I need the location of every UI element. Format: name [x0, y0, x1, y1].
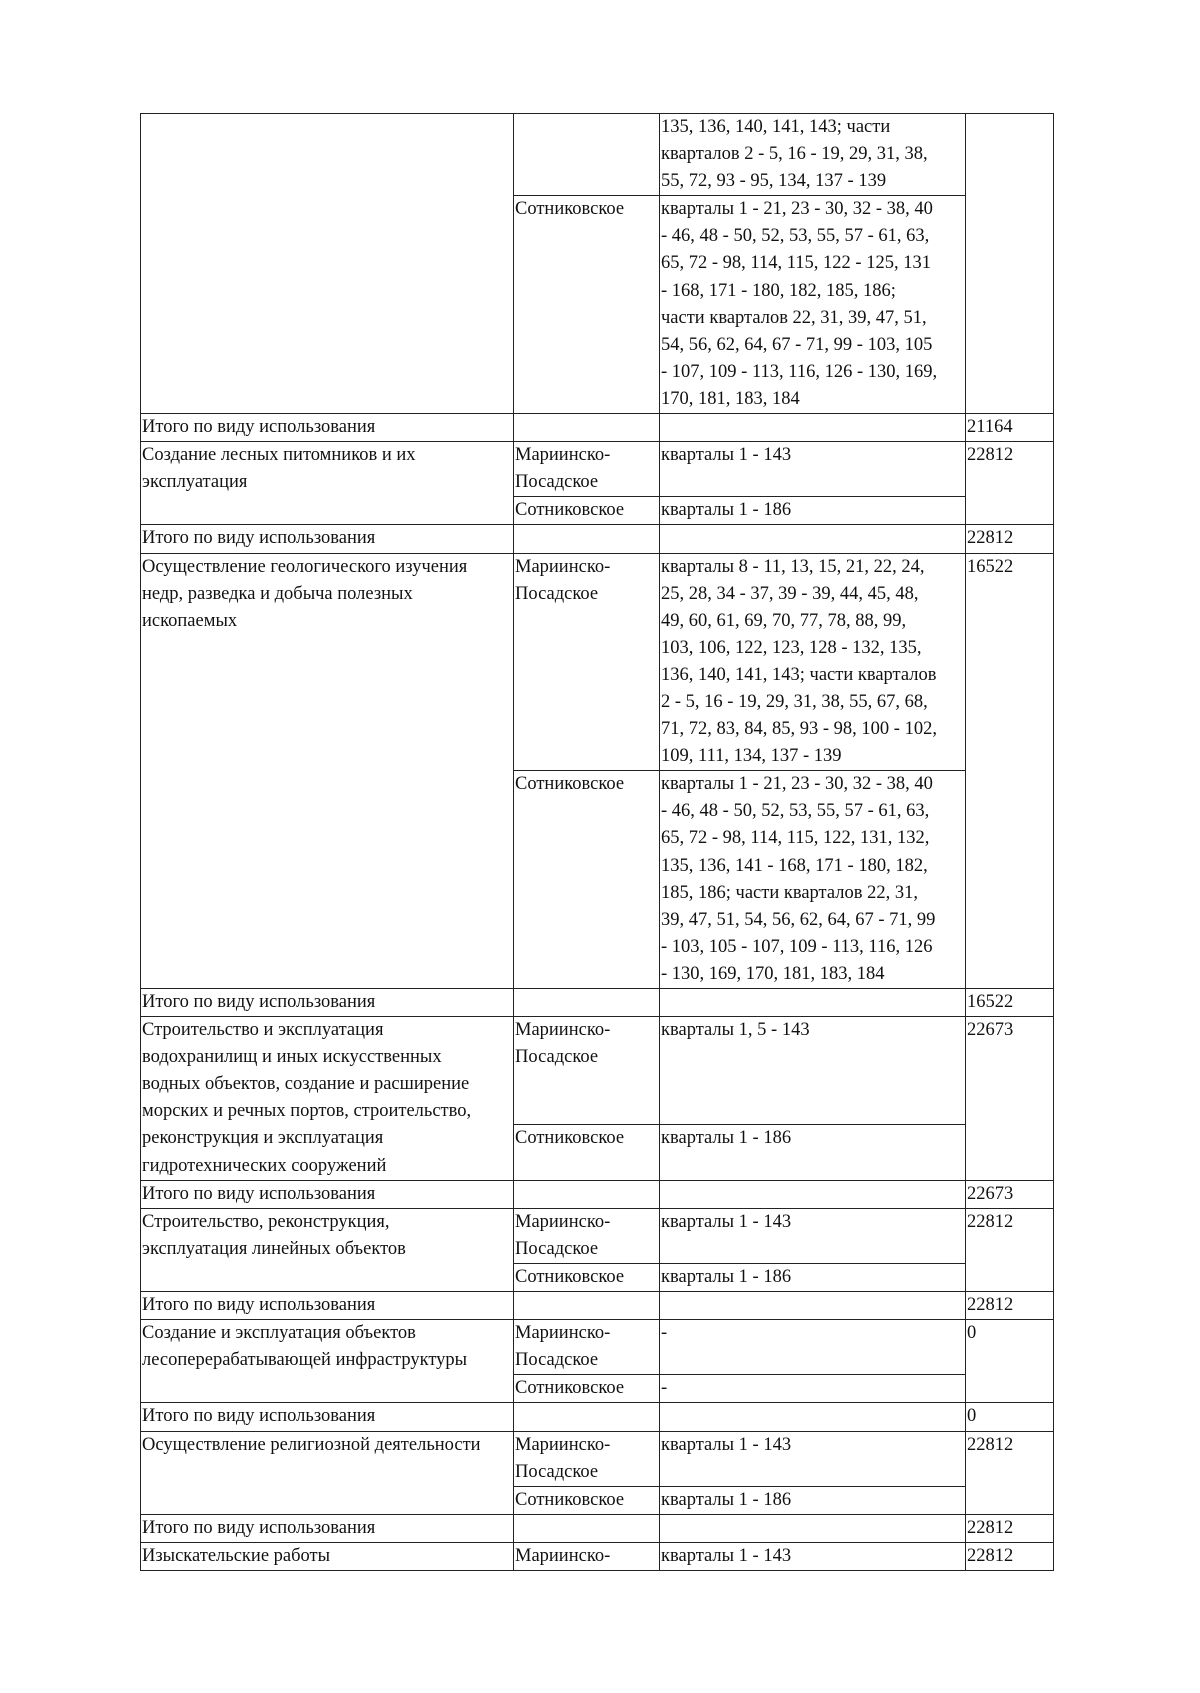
subtotal-label: Итого по виду использования [141, 1514, 514, 1542]
quarters-cell: кварталы 1 - 143 [660, 442, 966, 497]
area-cell: 22812 [966, 1431, 1054, 1514]
quarters-cell: 135, 136, 140, 141, 143; части кварталов 2 - 5, 16 - 19, 29, 31, 38, 55, 72, 93 - 95, 134, 137 - 139 [660, 114, 966, 196]
quarters-cell [660, 989, 966, 1017]
quarters-cell [660, 1180, 966, 1208]
area-cell [966, 114, 1054, 414]
table-row [141, 1320, 1054, 1375]
subtotal-area: 21164 [966, 414, 1054, 442]
district-cell [514, 1403, 660, 1431]
quarters-cell: кварталы 8 - 11, 13, 15, 21, 22, 24, 25, 28, 34 - 37, 39 - 39, 44, 45, 48, 49, 60, 61, 69, 70, 77, 78, 88, 99, 103, 106, 122, 123, 128 - 132, 135, 136, 140, 141, 143; части кварталов 2 - 5, 16 - 19, 29, 31, 38, 55, 67, 68, 71, 72, 83, 84, 85, 93 - 98, 100 - 102, 109, 111, 134, 137 - 139 [660, 553, 966, 771]
district-cell: Мариинско- Посадское [514, 1431, 660, 1486]
district-cell [514, 414, 660, 442]
quarters-cell [660, 525, 966, 553]
district-cell: Сотниковское [514, 196, 660, 414]
subtotal-label: Итого по виду использования [141, 1403, 514, 1431]
district-cell [514, 1514, 660, 1542]
table-row [141, 1542, 1054, 1570]
quarters-cell: - [660, 1375, 966, 1403]
table-row [141, 1017, 1054, 1125]
quarters-cell: - [660, 1320, 966, 1375]
quarters-cell: кварталы 1 - 143 [660, 1208, 966, 1263]
district-cell: Сотниковское [514, 1125, 660, 1180]
table-row [141, 1514, 1054, 1542]
table-row [141, 1180, 1054, 1208]
subtotal-area: 22812 [966, 1514, 1054, 1542]
district-cell [514, 525, 660, 553]
area-cell: 16522 [966, 553, 1054, 989]
quarters-cell [660, 1403, 966, 1431]
quarters-cell: кварталы 1 - 186 [660, 1263, 966, 1291]
subtotal-area: 22812 [966, 525, 1054, 553]
district-cell [514, 1180, 660, 1208]
subtotal-area: 22812 [966, 1292, 1054, 1320]
district-cell: Мариинско- Посадское [514, 553, 660, 771]
table-row [141, 989, 1054, 1017]
quarters-cell: кварталы 1 - 186 [660, 1486, 966, 1514]
table-row [141, 1431, 1054, 1486]
quarters-cell [660, 414, 966, 442]
district-cell: Сотниковское [514, 771, 660, 989]
subtotal-label: Итого по виду использования [141, 1180, 514, 1208]
subtotal-label: Итого по виду использования [141, 989, 514, 1017]
table-row [141, 1403, 1054, 1431]
table-row [141, 553, 1054, 771]
subtotal-area: 16522 [966, 989, 1054, 1017]
table-row [141, 1208, 1054, 1263]
quarters-cell: кварталы 1 - 21, 23 - 30, 32 - 38, 40 - 46, 48 - 50, 52, 53, 55, 57 - 61, 63, 65, 72 - 98, 114, 115, 122 - 125, 131 - 168, 171 - 180, 182, 185, 186; части кварталов 22, 31, 39, 47, 51, 54, 56, 62, 64, 67 - 71, 99 - 103, 105 - 107, 109 - 113, 116, 126 - 130, 169, 170, 181, 183, 184 [660, 196, 966, 414]
area-cell: 22812 [966, 1542, 1054, 1570]
quarters-cell: кварталы 1 - 143 [660, 1542, 966, 1570]
quarters-cell [660, 1292, 966, 1320]
use-type-cell [141, 114, 514, 414]
table-row [141, 414, 1054, 442]
district-cell: Сотниковское [514, 1375, 660, 1403]
subtotal-area: 22673 [966, 1180, 1054, 1208]
district-cell [514, 989, 660, 1017]
area-cell: 22812 [966, 442, 1054, 525]
district-cell: Мариинско- Посадское [514, 1320, 660, 1375]
table-row [141, 442, 1054, 497]
district-cell: Сотниковское [514, 497, 660, 525]
subtotal-label: Итого по виду использования [141, 414, 514, 442]
table-row [141, 1292, 1054, 1320]
quarters-cell: кварталы 1, 5 - 143 [660, 1017, 966, 1125]
quarters-cell: кварталы 1 - 21, 23 - 30, 32 - 38, 40 - 46, 48 - 50, 52, 53, 55, 57 - 61, 63, 65, 72 - 98, 114, 115, 122, 131, 132, 135, 136, 141 - 168, 171 - 180, 182, 185, 186; части кварталов 22, 31, 39, 47, 51, 54, 56, 62, 64, 67 - 71, 99 - 103, 105 - 107, 109 - 113, 116, 126 - 130, 169, 170, 181, 183, 184 [660, 771, 966, 989]
table-row [141, 114, 1054, 196]
subtotal-label: Итого по виду использования [141, 525, 514, 553]
quarters-cell: кварталы 1 - 186 [660, 497, 966, 525]
area-cell: 0 [966, 1320, 1054, 1403]
district-cell: Мариинско- Посадское [514, 1017, 660, 1125]
district-cell: Мариинско- Посадское [514, 1208, 660, 1263]
area-cell: 22673 [966, 1017, 1054, 1181]
district-cell [514, 114, 660, 196]
district-cell: Сотниковское [514, 1486, 660, 1514]
subtotal-label: Итого по виду использования [141, 1292, 514, 1320]
district-cell [514, 1292, 660, 1320]
table-row [141, 525, 1054, 553]
subtotal-area: 0 [966, 1403, 1054, 1431]
area-cell: 22812 [966, 1208, 1054, 1291]
use-type-cell: Осуществление геологического изучения недр, разведка и добыча полезных ископаемых [141, 553, 514, 989]
use-type-cell: Осуществление религиозной деятельности [141, 1431, 514, 1514]
quarters-cell: кварталы 1 - 186 [660, 1125, 966, 1180]
use-type-cell: Строительство, реконструкция, эксплуатация линейных объектов [141, 1208, 514, 1291]
use-type-cell: Создание лесных питомников и их эксплуатация [141, 442, 514, 525]
use-type-cell: Строительство и эксплуатация водохранилищ и иных искусственных водных объектов, создание и расширение морских и речных портов, строительство, реконструкция и эксплуатация гидротехнических сооружений [141, 1017, 514, 1181]
use-type-cell: Создание и эксплуатация объектов лесоперерабатывающей инфраструктуры [141, 1320, 514, 1403]
quarters-cell [660, 1514, 966, 1542]
forest-use-table [140, 113, 1054, 1571]
use-type-cell: Изыскательские работы [141, 1542, 514, 1570]
district-cell: Сотниковское [514, 1263, 660, 1291]
district-cell: Мариинско- [514, 1542, 660, 1570]
quarters-cell: кварталы 1 - 143 [660, 1431, 966, 1486]
district-cell: Мариинско- Посадское [514, 442, 660, 497]
